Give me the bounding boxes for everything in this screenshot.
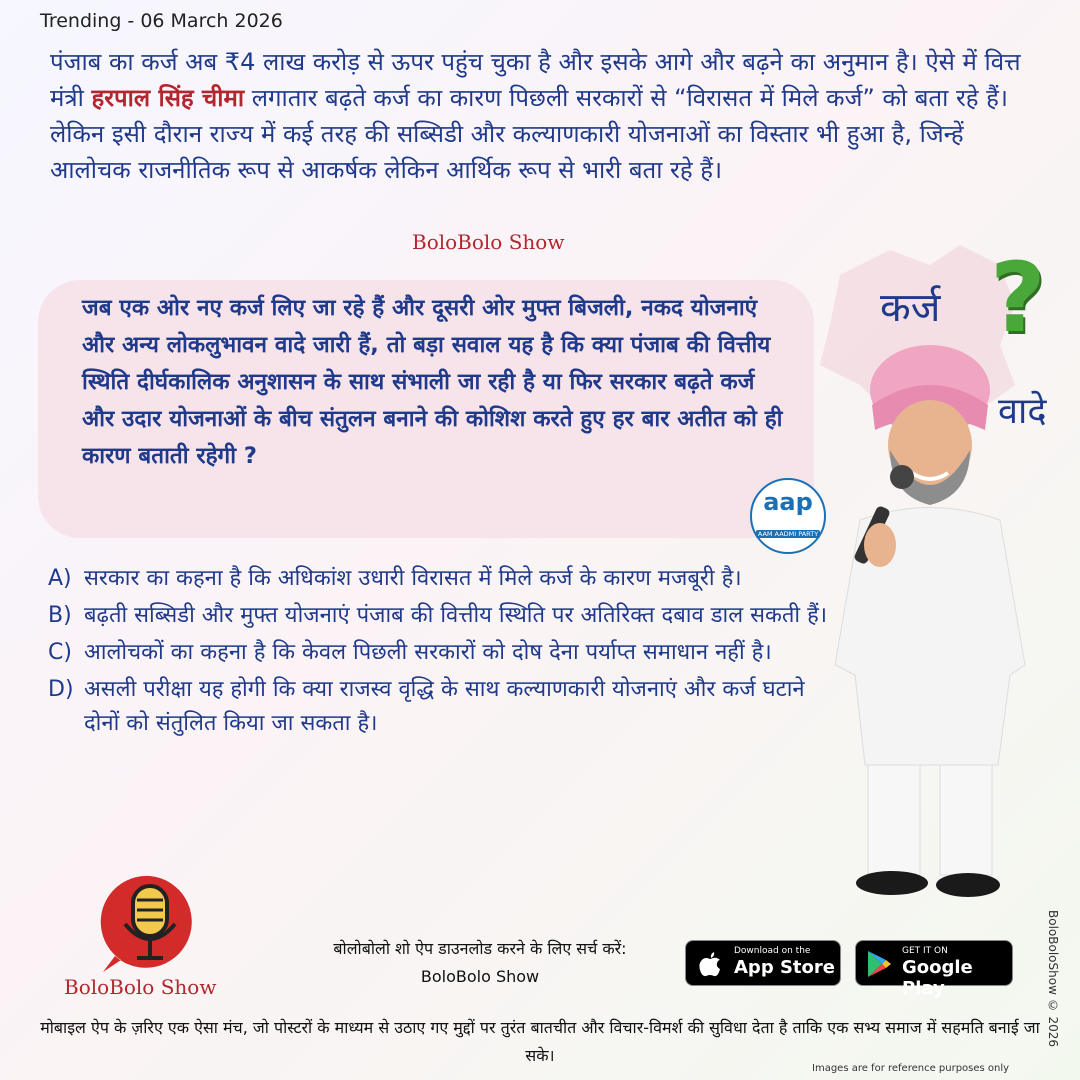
footer-tagline: मोबाइल ऐप के ज़रिए एक ऐसा मंच, जो पोस्टरों के माध्यम से उठाए गए मुद्दों पर तुरंत बातचीत और विचार-विमर्श की सुविधा देता है ताकि एक सभ्य समाज में सहमति बनाई जा सके।: [40, 1018, 1040, 1065]
party-logo-short: aap: [763, 488, 813, 516]
option-letter: B): [48, 603, 72, 628]
trending-date: Trending - 06 March 2026: [40, 10, 283, 32]
option-letter: A): [48, 566, 72, 591]
disclaimer-text: Images are for reference purposes only: [812, 1063, 1010, 1074]
google-play-icon: [866, 949, 892, 979]
main-question: जब एक ओर नए कर्ज लिए जा रहे हैं और दूसरी ओर मुफ्त बिजली, नकद योजनाएं और अन्य लोकलुभावन वादे जारी हैं, तो बड़ा सवाल यह है कि क्या पंजाब की वित्तीय स्थिति दीर्घकालिक अनुशासन के साथ संभाली जा रही है या फिर सरकार बढ़ते कर्ज और उदार योजनाओं के बीच संतुलन बनाने की कोशिश करते हुए हर बार अतीत को ही कारण बताती रहेगी ?: [82, 295, 783, 469]
promises-word: वादे: [998, 391, 1047, 432]
search-term: BoloBolo Show: [420, 967, 540, 986]
option-a[interactable]: [48, 562, 838, 596]
search-line: बोलोबोलो शो ऐप डाउनलोड करने के लिए सर्च करें:: [333, 939, 627, 958]
intro-text-2: लगातार बढ़ते कर्ज का कारण पिछली सरकारों से “विरासत में मिले कर्ज” को बता रहे हैं। लेकिन इसी दौरान राज्य में कई तरह की सब्सिडी और कल्याणकारी योजनाओं का विस्तार भी हुआ है, जिन्हें आलोचक राजनीतिक रूप से आकर्षक लेकिन आर्थिक रूप से भारी बता रहे हैं।: [50, 84, 1008, 184]
option-text: सरकार का कहना है कि अधिकांश उधारी विरासत में मिले कर्ज के कारण मजबूरी है।: [84, 566, 742, 591]
option-d[interactable]: [48, 673, 838, 741]
google-play-button[interactable]: [855, 940, 1013, 999]
minister-name: हरपाल सिंह चीमा: [91, 84, 245, 112]
google-play-label: Google Play: [902, 957, 973, 999]
minister-photo: [820, 345, 1040, 905]
app-store-small: Download on the: [734, 946, 811, 956]
option-text: बढ़ती सब्सिडी और मुफ्त योजनाएं पंजाब की वित्तीय स्थिति पर अतिरिक्त दबाव डाल सकती हैं।: [84, 603, 828, 628]
copyright-text: BoloBoloShow © 2026: [1046, 910, 1060, 1048]
app-store-label: App Store: [734, 957, 835, 978]
option-text: असली परीक्षा यह होगी कि क्या राजस्व वृद्धि के साथ कल्याणकारी योजनाएं और कर्ज घटाने दोनों को संतुलित किया जा सकता है।: [84, 677, 805, 736]
brand-watermark: BoloBolo Show: [412, 230, 565, 254]
google-play-small: GET IT ON: [902, 946, 948, 956]
apple-icon: [698, 950, 722, 978]
search-instruction: [270, 935, 690, 991]
intro-text-1: पंजाब का कर्ज अब ₹4 लाख करोड़ से ऊपर पहुंच चुका है और इसके आगे और बढ़ने का अनुमान है। ऐसे में वित्त मंत्री: [50, 48, 1021, 112]
option-letter: C): [48, 640, 72, 665]
option-text: आलोचकों का कहना है कि केवल पिछली सरकारों को दोष देना पर्याप्त समाधान नहीं है।: [84, 640, 772, 665]
party-logo-full: AAM AADMI PARTY: [757, 530, 819, 538]
app-store-button[interactable]: [685, 940, 841, 986]
party-logo: [750, 478, 826, 554]
answer-options: [48, 562, 838, 744]
option-b[interactable]: [48, 599, 838, 633]
option-letter: D): [48, 677, 74, 702]
intro-paragraph: [50, 44, 1040, 188]
option-c[interactable]: [48, 636, 838, 670]
brand-logo-text: BoloBolo Show: [64, 975, 217, 999]
microphone-logo-icon: [95, 868, 205, 978]
question-mark-icon: ?: [990, 242, 1046, 354]
debt-word: कर्ज: [880, 285, 941, 331]
